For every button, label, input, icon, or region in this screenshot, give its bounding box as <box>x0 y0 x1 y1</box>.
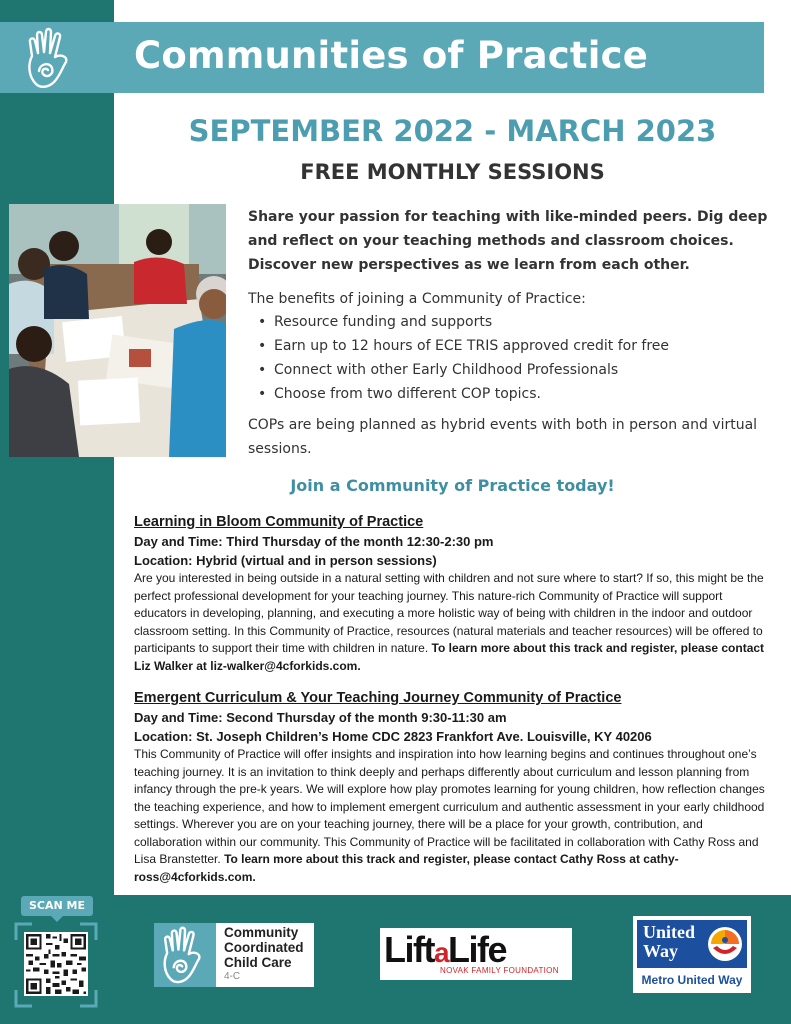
4c-logo <box>154 923 314 987</box>
track-title: Learning in Bloom Community of Practice <box>134 514 424 530</box>
uw-line: United <box>643 922 696 942</box>
track-contact: To learn more about this track and register, please contact Liz Walker at liz-walker@4cforkids.com. <box>134 641 765 673</box>
4c-logo-line: Community <box>224 925 299 940</box>
uw-line: Way <box>643 941 679 961</box>
intro-paragraph: Share your passion for teaching with like-minded peers. Dig deep and reflect on your teaching methods and classroom choices. Discover new perspectives as we learn from each other. <box>248 209 768 273</box>
benefits-list <box>256 310 776 406</box>
list-item: • Choose from two different COP topics. <box>256 382 776 406</box>
hybrid-note: COPs are being planned as hybrid events with both in person and virtual sessions. <box>248 417 758 457</box>
left-band <box>0 0 114 1024</box>
united-way-hand-icon <box>707 926 743 962</box>
teachers-photo <box>9 204 226 457</box>
track-day-time: Day and Time: Third Thursday of the month 12:30-2:30 pm <box>134 534 494 549</box>
lal-word: Lift <box>384 929 434 970</box>
date-range-heading: SEPTEMBER 2022 - MARCH 2023 <box>188 114 717 148</box>
join-heading: Join a Community of Practice today! <box>290 476 615 495</box>
united-way-logo <box>633 916 751 993</box>
hand-logo-icon <box>154 923 216 987</box>
lift-a-life-sub: NOVAK FAMILY FOUNDATION <box>440 966 559 975</box>
track-title: Emergent Curriculum & Your Teaching Journey Community of Practice <box>134 690 622 706</box>
list-item: • Connect with other Early Childhood Professionals <box>256 358 776 382</box>
metro-united-way-label: Metro United Way <box>641 973 743 987</box>
list-item: • Resource funding and supports <box>256 310 776 334</box>
list-item: • Earn up to 12 hours of ECE TRIS approved credit for free <box>256 334 776 358</box>
qr-code[interactable] <box>24 932 88 996</box>
track-description-text: This Community of Practice will offer insights and inspiration into how learning begins and continues throughout one’s teaching journey. It is an invitation to think deeply and perhaps differently about curriculum and lesson planning from infancy through the pre-k years. We will explore how play promotes learning for young children, how reflection changes the teaching experience, and how to implement emergent curriculum and authentic assessment in your early childhood settings. Wherever you are on your teaching journey, there will be a place for your growth, contribution, and collaboration within our community. This Community of Practice will be facilitated in collaboration with Cathy Ross and Lisa Branstetter. <box>134 747 765 866</box>
scan-me-label: SCAN ME <box>21 896 93 916</box>
4c-logo-line: Coordinated <box>224 940 304 955</box>
benefits-lead: The benefits of joining a Community of Practice: <box>248 291 586 307</box>
track-location: Location: Hybrid (virtual and in person sessions) <box>134 553 437 568</box>
4c-logo-line: Child Care <box>224 955 292 970</box>
4c-logo-text <box>224 925 304 970</box>
subheading: FREE MONTHLY SESSIONS <box>300 160 605 184</box>
lift-a-life-logo <box>380 928 572 980</box>
hand-logo-icon <box>18 26 84 90</box>
track-description-text: Are you interested in being outside in a natural setting with children and not sure where to start? If so, this might be the perfect professional development for your teaching journey. This nature-rich Community of Practice will support educators in developing, planning, and executing a more holistic way of being with children in the indoor and outdoor classroom setting. In this Community of Practice, resources (natural materials and teacher resources) will be offered to participants to support their time with children in nature. <box>134 571 764 655</box>
page-title: Communities of Practice <box>134 34 649 77</box>
track-learning-in-bloom <box>134 513 774 675</box>
track-description <box>134 570 774 675</box>
united-way-text <box>643 923 695 961</box>
4c-logo-sub: 4-C <box>224 971 241 982</box>
track-contact: To learn more about this track and register, please contact Cathy Ross at cathy-ross@4cforkids.com. <box>134 852 679 884</box>
track-day-time: Day and Time: Second Thursday of the month 9:30-11:30 am <box>134 710 507 725</box>
track-location: Location: St. Joseph Children’s Home CDC 2823 Frankfort Ave. Louisville, KY 40206 <box>134 729 652 744</box>
lal-word: Life <box>448 929 507 970</box>
lal-word: a <box>433 937 449 968</box>
united-way-badge <box>637 920 747 968</box>
track-emergent-curriculum <box>134 689 774 886</box>
track-description <box>134 746 774 886</box>
